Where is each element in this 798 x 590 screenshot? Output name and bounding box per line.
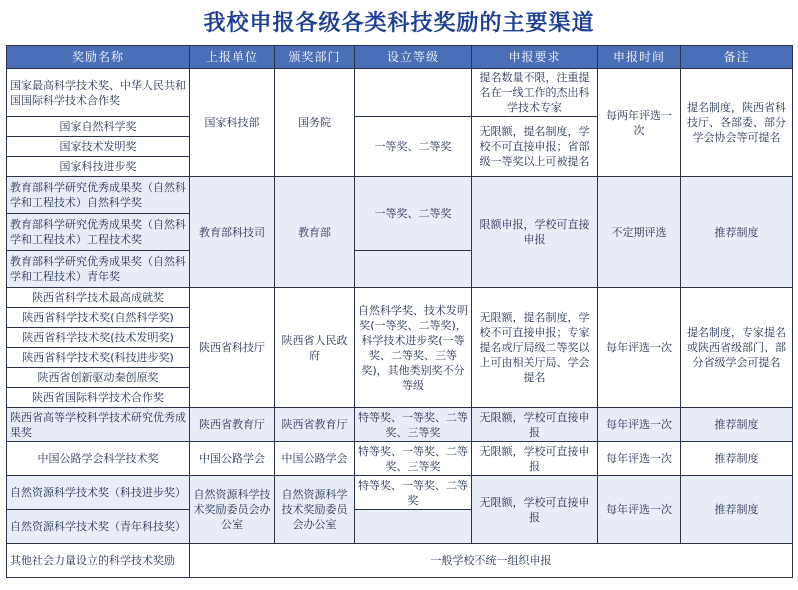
header-note: 备注	[681, 46, 793, 69]
table-row	[7, 476, 793, 510]
note: 提名制度，陕西省科技厅、各部委、部分学会协会等可提名	[681, 69, 793, 177]
report-unit: 中国公路学会	[190, 442, 275, 476]
apply-time: 每年评选一次	[598, 288, 681, 408]
note: 推荐制度	[681, 442, 793, 476]
award-name: 国家技术发明奖	[7, 137, 190, 157]
table-row	[7, 442, 793, 476]
note: 推荐制度	[681, 177, 793, 288]
award-dept: 中国公路学会	[275, 442, 355, 476]
header-requirement: 申报要求	[472, 46, 598, 69]
header-level: 设立等级	[355, 46, 472, 69]
table-header-row	[7, 46, 793, 69]
level-cell-empty	[355, 69, 472, 117]
requirement: 无限额，提名制度，学校不可直接申报；省部级一等奖以上可被提名	[472, 117, 598, 177]
requirement: 提名数量不限，注重提名在一线工作的杰出科学技术专家	[472, 69, 598, 117]
award-name: 自然资源科学技术奖（青年科技奖）	[7, 510, 190, 544]
requirement: 无限额，学校可直接申报	[472, 442, 598, 476]
note: 推荐制度	[681, 408, 793, 442]
apply-time: 每年评选一次	[598, 442, 681, 476]
level: 一等奖、二等奖	[355, 117, 472, 177]
award-name: 国家科技进步奖	[7, 157, 190, 177]
level: 一等奖、二等奖	[355, 177, 472, 251]
report-unit: 自然资源科学技术奖励委员会办公室	[190, 476, 275, 544]
award-name: 陕西省创新驱动秦创原奖	[7, 368, 190, 388]
award-name: 其他社会力量设立的科学技术奖励	[7, 544, 190, 578]
header-time: 申报时间	[598, 46, 681, 69]
award-dept: 国务院	[275, 69, 355, 177]
table-row	[7, 69, 793, 117]
level-cell-empty	[355, 510, 472, 544]
award-name: 自然资源科学技术奖（科技进步奖）	[7, 476, 190, 510]
award-name: 教育部科学研究优秀成果奖（自然科学和工程技术）青年奖	[7, 251, 190, 288]
apply-time: 不定期评选	[598, 177, 681, 288]
table-row	[7, 177, 793, 214]
award-name: 国家最高科学技术奖、中华人民共和国国际科学技术合作奖	[7, 69, 190, 117]
note: 提名制度，专家提名或陕西省级部门、部分省级学会可提名	[681, 288, 793, 408]
note: 一般学校不统一组织申报	[190, 544, 793, 578]
requirement: 无限额，提名制度，学校不可直接申报；专家提名或厅局级二等奖以上可由相关厅局、学会提名	[472, 288, 598, 408]
level: 特等奖、一等奖、二等奖、三等奖	[355, 408, 472, 442]
requirement: 无限额，学校可直接申报	[472, 408, 598, 442]
award-name: 陕西省科学技术最高成就奖	[7, 288, 190, 308]
apply-time: 每年评选一次	[598, 476, 681, 544]
table-row	[7, 408, 793, 442]
level: 自然科学奖、技术发明奖(一等奖、二等奖)，科学技术进步奖(一等奖、二等奖、三等奖)，其他类别奖不分等级	[355, 288, 472, 408]
award-name: 中国公路学会科学技术奖	[7, 442, 190, 476]
award-dept: 教育部	[275, 177, 355, 288]
page-title: 我校申报各级各类科技奖励的主要渠道	[203, 10, 595, 36]
award-name: 教育部科学研究优秀成果奖（自然科学和工程技术）自然科学奖	[7, 177, 190, 214]
requirement: 无限额，学校可直接申报	[472, 476, 598, 544]
apply-time: 每两年评选一次	[598, 69, 681, 177]
award-name: 教育部科学研究优秀成果奖（自然科学和工程技术）工程技术奖	[7, 214, 190, 251]
level-cell-empty	[355, 251, 472, 288]
level: 特等奖、一等奖、二等奖	[355, 476, 472, 510]
report-unit: 国家科技部	[190, 69, 275, 177]
requirement: 限额申报，学校可直接申报	[472, 177, 598, 288]
award-name: 陕西省国际科学技术合作奖	[7, 388, 190, 408]
header-dept: 颁奖部门	[275, 46, 355, 69]
table-row	[7, 544, 793, 578]
note: 推荐制度	[681, 476, 793, 544]
award-name: 国家自然科学奖	[7, 117, 190, 137]
report-unit: 陕西省科技厅	[190, 288, 275, 408]
header-unit: 上报单位	[190, 46, 275, 69]
header-award-name: 奖励名称	[7, 46, 190, 69]
level: 特等奖、一等奖、二等奖、三等奖	[355, 442, 472, 476]
award-dept: 陕西省教育厅	[275, 408, 355, 442]
report-unit: 陕西省教育厅	[190, 408, 275, 442]
table-row	[7, 288, 793, 308]
award-dept: 自然资源科学技术奖励委员会办公室	[275, 476, 355, 544]
award-name: 陕西省科学技术奖(科技进步奖)	[7, 348, 190, 368]
apply-time: 每年评选一次	[598, 408, 681, 442]
awards-table	[6, 45, 793, 578]
award-name: 陕西省高等学校科学技术研究优秀成果奖	[7, 408, 190, 442]
award-dept: 陕西省人民政府	[275, 288, 355, 408]
award-name: 陕西省科学技术奖(自然科学奖)	[7, 308, 190, 328]
report-unit: 教育部科技司	[190, 177, 275, 288]
award-name: 陕西省科学技术奖(技术发明奖)	[7, 328, 190, 348]
